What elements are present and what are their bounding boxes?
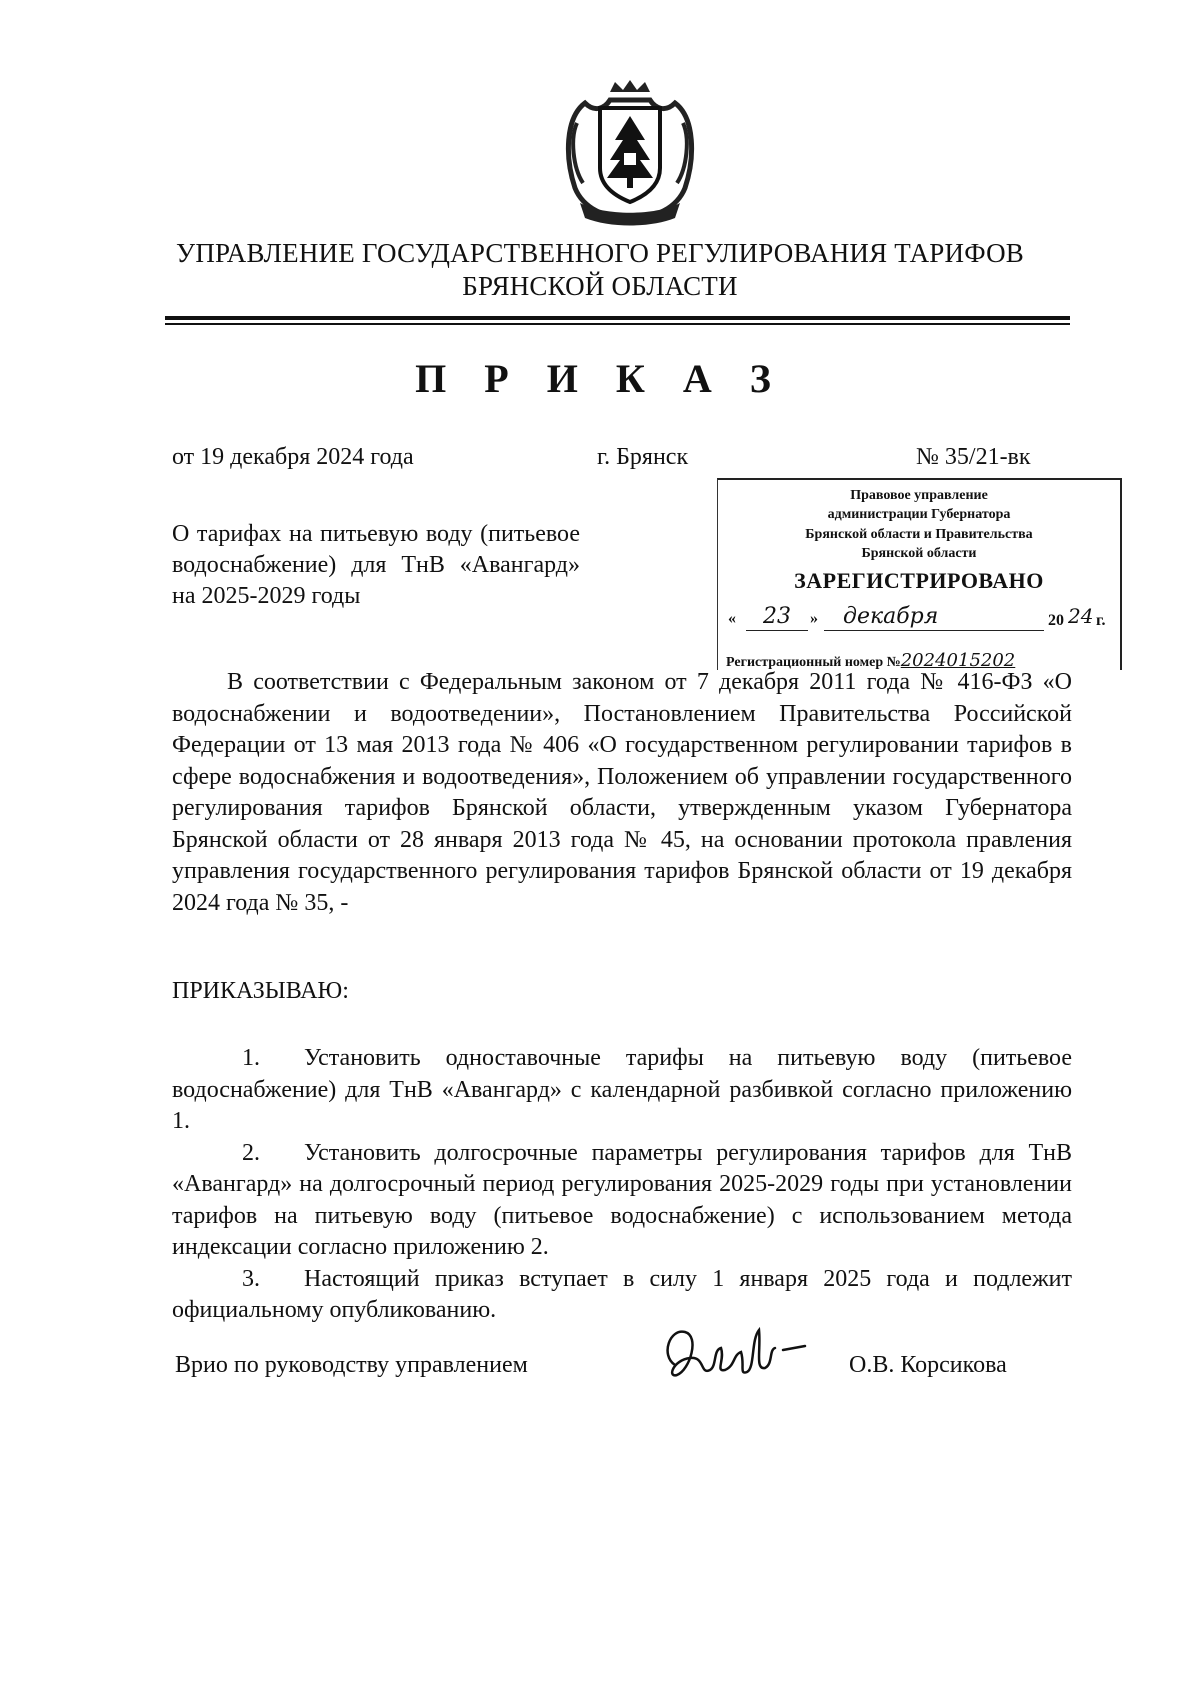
stamp-month: декабря [843, 604, 939, 629]
order-word: ПРИКАЗЫВАЮ: [172, 978, 349, 1004]
organization-name-line2: БРЯНСКОЙ ОБЛАСТИ [462, 271, 738, 301]
item-number: 1. [242, 1045, 260, 1071]
header-rule-thick [165, 316, 1070, 320]
stamp-date: « 23 » декабря 20 24 г. [728, 604, 1106, 629]
document-number: № 35/21-вк [916, 444, 1031, 470]
list-item [172, 1138, 1072, 1264]
stamp-line3: Брянской области и Правительства [805, 527, 1033, 542]
document-title: П Р И К А З [415, 356, 785, 401]
stamp-year-hand: 24 [1068, 604, 1094, 628]
item-text: Настоящий приказ вступает в силу 1 января 2025 года и подлежит официальному опубликованию. [172, 1265, 1072, 1323]
preamble-text: В соответствии с Федеральным законом от 7 декабря 2011 года № 416-ФЗ «О водоснабжении и водоотведении», Постановлением Правительства Российской Федерации от 13 мая 2013 года № 406 «О государственном регулировании тарифов в сфере водоснабжения и водоотведения», Положением об управлении государственного регулирования тарифов Брянской области, утвержденным указом Губернатора Брянской области от 28 января 2013 года № 45, на основании протокола правления управления государственного регулирования тарифов Брянской области от 19 декабря 2024 года № 35, - [172, 669, 1072, 916]
document-date: от 19 декабря 2024 года [172, 444, 414, 470]
signatory-name: О.В. Корсикова [849, 1352, 1007, 1378]
list-item [172, 1043, 1072, 1138]
organization-name-line1: УПРАВЛЕНИЕ ГОСУДАРСТВЕННОГО РЕГУЛИРОВАНИЯ ТАРИФОВ [176, 238, 1024, 268]
header-rule-thin [165, 323, 1070, 325]
item-text: Установить долгосрочные параметры регулирования тарифов для ТнВ «Авангард» на долгосрочный период регулирования 2025-2029 годы при установлении тарифов на питьевую воду (питьевое водоснабжение) с использованием метода индексации согласно приложению 2. [172, 1139, 1072, 1260]
stamp-reg-label: Регистрационный номер № [726, 655, 901, 670]
item-number: 2. [242, 1139, 260, 1166]
preamble [172, 667, 1072, 919]
stamp-year-prefix: 20 [1048, 612, 1064, 629]
item-text: Установить одноставочные тарифы на питьевую воду (питьевое водоснабжение) для ТнВ «Авангард» с календарной разбивкой согласно приложению 1. [172, 1045, 1072, 1134]
stamp-reg-number: 2024015202 [900, 650, 1016, 671]
stamp-year-suffix: г. [1096, 612, 1106, 629]
coat-of-arms-icon [555, 78, 705, 228]
document-subject: О тарифах на питьевую воду (питьевое водоснабжение) для ТнВ «Авангард» на 2025-2029 годы [172, 521, 580, 609]
signature-icon [655, 1320, 815, 1390]
item-number: 3. [242, 1265, 260, 1292]
stamp-line4: Брянской области [861, 546, 977, 561]
stamp-line2: администрации Губернатора [827, 507, 1011, 522]
document-city: г. Брянск [597, 444, 689, 470]
stamp-line1: Правовое управление [850, 488, 988, 503]
stamp-status: ЗАРЕГИСТРИРОВАНО [794, 568, 1044, 593]
list-item [172, 1264, 1072, 1327]
signatory-title: Врио по руководству управлением [175, 1352, 528, 1378]
stamp-day: 23 [763, 604, 791, 629]
registration-stamp [717, 478, 1122, 670]
order-items [172, 1043, 1072, 1327]
